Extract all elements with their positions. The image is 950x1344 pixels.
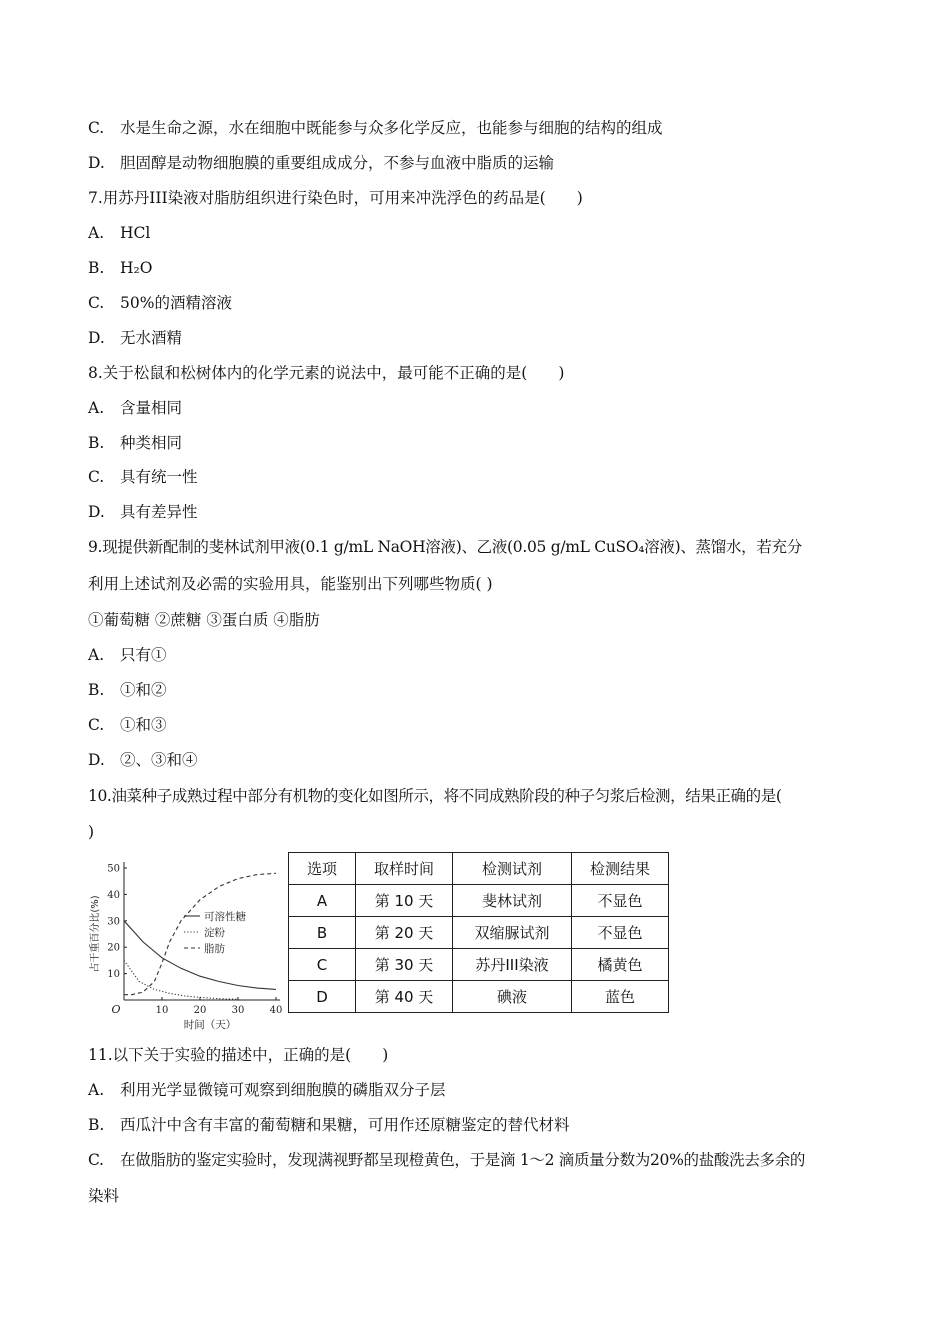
table-cell: 第 40 天 xyxy=(356,981,453,1013)
table-cell: 第 10 天 xyxy=(356,885,453,917)
table-row xyxy=(289,885,669,917)
option-line xyxy=(88,328,182,348)
table-header-row xyxy=(289,853,669,885)
option-line xyxy=(88,398,182,418)
table-cell: 不显色 xyxy=(572,917,669,949)
line-chart xyxy=(88,852,288,1032)
option-line xyxy=(88,750,198,770)
option-line xyxy=(88,258,152,278)
option-line xyxy=(88,293,232,313)
option-line xyxy=(88,433,182,453)
x-axis-label: 时间（天） xyxy=(183,1019,237,1031)
option-label: B. xyxy=(88,1116,105,1134)
legend-label: 可溶性糖 xyxy=(204,911,246,923)
table-cell: 蓝色 xyxy=(572,981,669,1013)
table-cell: 双缩脲试剂 xyxy=(453,917,572,949)
option-label: D. xyxy=(88,503,105,521)
question-9-cont: 利用上述试剂及必需的实验用具，能鉴别出下列哪些物质( ) xyxy=(88,575,493,593)
question-10: 10.油菜种子成熟过程中部分有机物的变化如图所示，将不同成熟阶段的种子匀浆后检测，结果正确的是( xyxy=(88,787,782,805)
table-cell: A xyxy=(289,885,356,917)
option-label: D. xyxy=(88,329,105,347)
table-header-cell: 检测试剂 xyxy=(453,853,572,885)
option-text: 西瓜汁中含有丰富的葡萄糖和果糖，可用作还原糖鉴定的替代材料 xyxy=(120,1116,570,1134)
table-cell: 第 30 天 xyxy=(356,949,453,981)
option-line xyxy=(88,467,198,487)
table-cell: 橘黄色 xyxy=(572,949,669,981)
question-10-cont: ) xyxy=(88,823,95,841)
option-line xyxy=(88,153,554,173)
option-line xyxy=(88,645,167,665)
table-cell: 苏丹III染液 xyxy=(453,949,572,981)
option-text-cont: 染料 xyxy=(88,1187,120,1205)
table-row xyxy=(289,949,669,981)
y-tick-label: 20 xyxy=(107,942,120,954)
option-text: ①和③ xyxy=(120,716,167,734)
table-cell: B xyxy=(289,917,356,949)
table-cell: 第 20 天 xyxy=(356,917,453,949)
series-line-1 xyxy=(124,921,276,990)
question-11: 11.以下关于实验的描述中，正确的是( ) xyxy=(88,1046,389,1064)
table-cell: 斐林试剂 xyxy=(453,885,572,917)
table-header-cell: 检测结果 xyxy=(572,853,669,885)
series-line-2 xyxy=(124,960,238,999)
option-text: 含量相同 xyxy=(120,399,183,417)
question-8: 8.关于松鼠和松树体内的化学元素的说法中，最可能不正确的是( ) xyxy=(88,364,565,382)
option-label: B. xyxy=(88,259,105,277)
option-label: C. xyxy=(88,716,105,734)
table-header-cell: 取样时间 xyxy=(356,853,453,885)
option-label: D. xyxy=(88,154,105,172)
option-text: H₂O xyxy=(120,259,153,277)
option-text: 在做脂肪的鉴定实验时，发现满视野都呈现橙黄色，于是滴 1～2 滴质量分数为20%的盐酸洗去多余的 xyxy=(120,1151,806,1169)
option-text: 无水酒精 xyxy=(120,329,183,347)
x-tick-label: 10 xyxy=(155,1005,169,1016)
x-tick-label: 30 xyxy=(231,1005,245,1016)
option-text: 50%的酒精溶液 xyxy=(120,294,232,312)
option-text: 种类相同 xyxy=(120,434,183,452)
option-line xyxy=(88,715,167,735)
y-tick-label: 10 xyxy=(107,969,120,981)
y-axis-label: 占干重百分比(%) xyxy=(90,895,101,973)
question-9-items: ①葡萄糖 ②蔗糖 ③蛋白质 ④脂肪 xyxy=(88,611,320,629)
table-cell: 不显色 xyxy=(572,885,669,917)
option-label: B. xyxy=(88,681,105,699)
option-text: 水是生命之源，水在细胞中既能参与众多化学反应，也能参与细胞的结构的组成 xyxy=(120,119,663,137)
option-line xyxy=(88,1150,805,1170)
table-row xyxy=(289,981,669,1013)
result-table xyxy=(288,852,669,1013)
option-label: C. xyxy=(88,119,105,137)
option-text: ①和② xyxy=(120,681,167,699)
x-tick-label: 20 xyxy=(193,1005,207,1016)
option-text: 利用光学显微镜可观察到细胞膜的磷脂双分子层 xyxy=(120,1081,446,1099)
table-row xyxy=(289,917,669,949)
table-header-cell: 选项 xyxy=(289,853,356,885)
table-cell: D xyxy=(289,981,356,1013)
option-text: 只有① xyxy=(120,646,167,664)
option-line xyxy=(88,502,198,522)
option-label: A. xyxy=(88,399,105,417)
option-label: C. xyxy=(88,294,105,312)
table-cell: 碘液 xyxy=(453,981,572,1013)
option-text: 具有统一性 xyxy=(120,468,198,486)
option-line xyxy=(88,223,150,243)
y-tick-label: 50 xyxy=(107,863,120,875)
option-label: D. xyxy=(88,751,105,769)
y-tick-label: 40 xyxy=(107,889,120,901)
option-label: A. xyxy=(88,1081,105,1099)
option-line xyxy=(88,118,663,138)
x-tick-label: 40 xyxy=(269,1005,283,1016)
table-cell: C xyxy=(289,949,356,981)
question-10-figure xyxy=(88,852,678,1032)
option-label: A. xyxy=(88,646,105,664)
y-tick-label: 30 xyxy=(107,916,120,928)
option-line xyxy=(88,1115,570,1135)
option-text: 具有差异性 xyxy=(120,503,198,521)
option-text: 胆固醇是动物细胞膜的重要组成成分，不参与血液中脂质的运输 xyxy=(120,154,555,172)
question-7: 7.用苏丹III染液对脂肪组织进行染色时，可用来冲洗浮色的药品是( ) xyxy=(88,189,583,207)
question-9: 9.现提供新配制的斐林试剂甲液(0.1 g/mL NaOH溶液)、乙液(0.05 g/mL CuSO₄溶液)、蒸馏水，若充分 xyxy=(88,538,802,556)
legend-label: 淀粉 xyxy=(204,927,225,939)
option-line xyxy=(88,1080,446,1100)
option-label: C. xyxy=(88,1151,104,1169)
option-line xyxy=(88,680,167,700)
option-label: C. xyxy=(88,468,105,486)
option-label: A. xyxy=(88,224,105,242)
option-text: ②、③和④ xyxy=(120,751,198,769)
legend-label: 脂肪 xyxy=(204,943,225,955)
origin-label: O xyxy=(111,1003,121,1016)
option-label: B. xyxy=(88,434,105,452)
option-text: HCl xyxy=(120,224,151,242)
